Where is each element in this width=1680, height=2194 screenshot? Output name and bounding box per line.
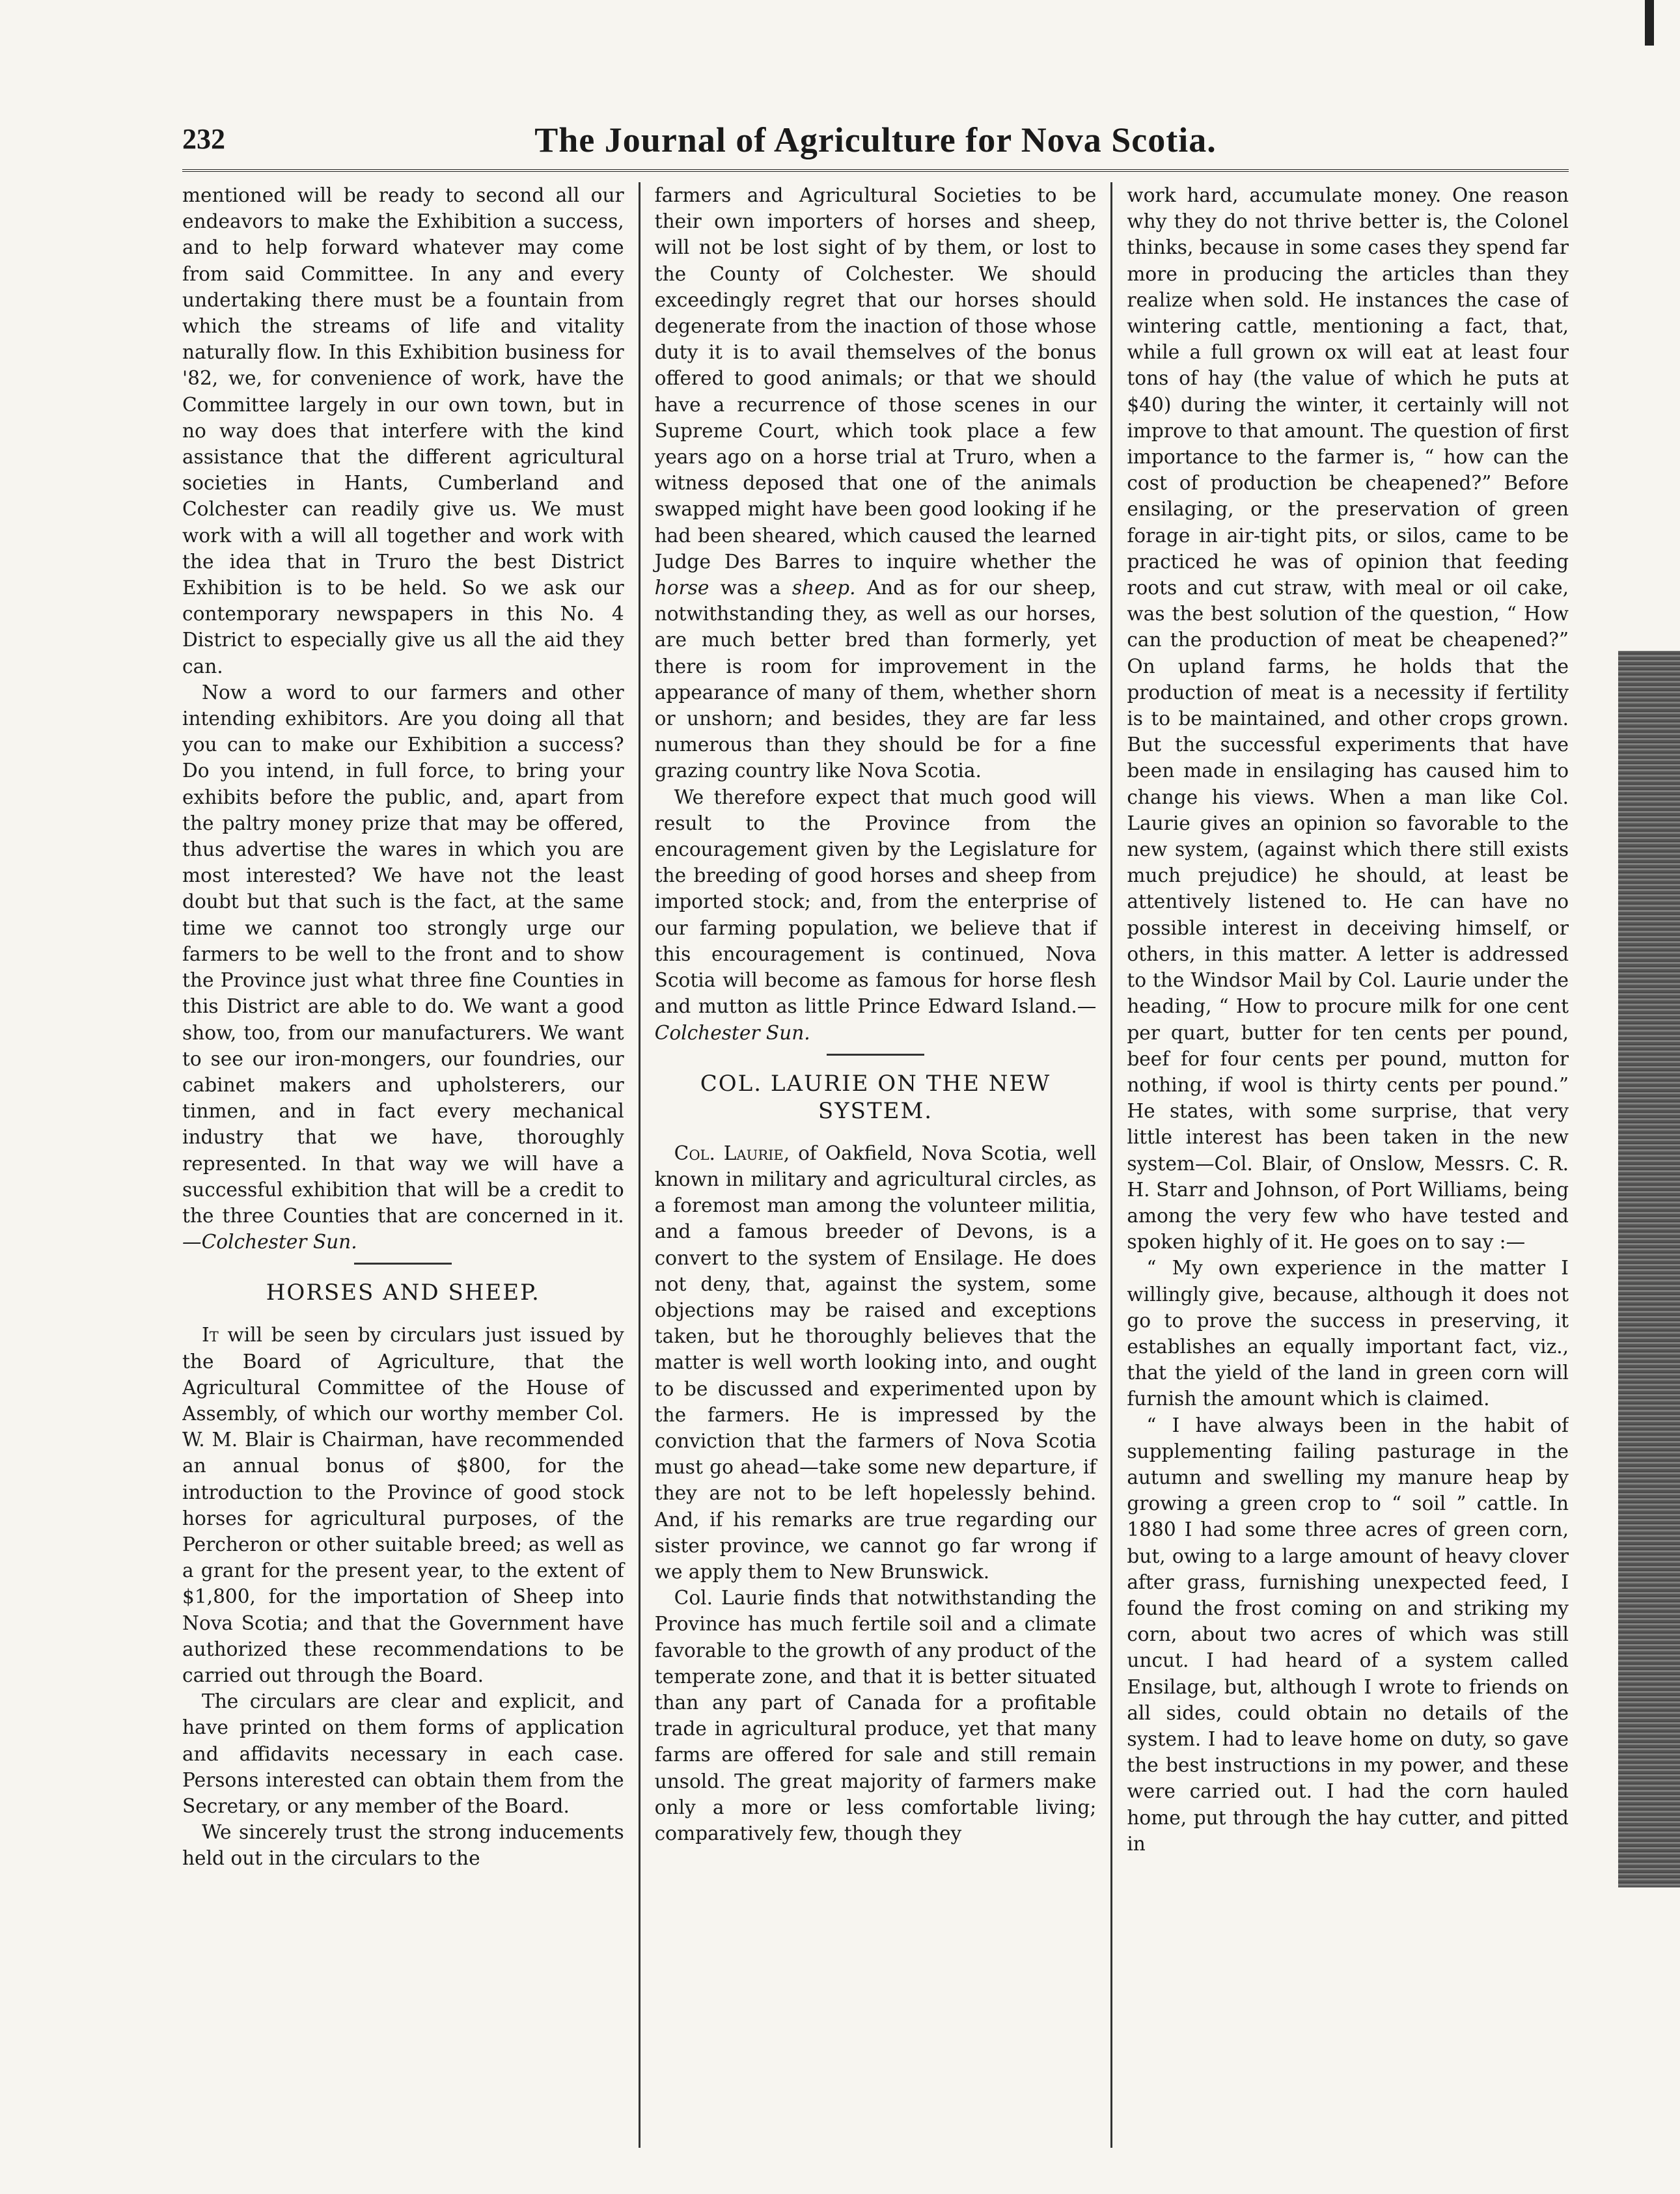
paragraph: mentioned will be ready to second all our endeavors to make the Exhibition a success, and to help forward whatever may come from said Committee. In any and every undertaking there must be a fountain from which the streams of life and vitality naturally flow. In this Exhibition business for '82, we, for convenience of work, have the Committee largely in our own town, but in no way does that interfere with the kind assistance that the different agricultural societies in Hants, Cumberland and Colchester can readily give us. We must work with a will all together and work with the idea that in Truro the best District Exhibition is to be held. So we ask our contemporary newspapers in this No. 4 District to especially give us all the aid they can. (182, 184, 624, 678)
paragraph: Col. Laurie finds that notwithstanding the Province has much fertile soil and a climate favorable to the growth of any product of the temperate zone, and that it is better situated than any part of Canada for a profitable trade in agricultural produce, yet that many farms are offered for sale and still remain unsold. The great majority of farmers make only a more or less comfortable living; comparatively few, though they (654, 1587, 1097, 1844)
lead-word: It (202, 1324, 219, 1347)
paragraph (655, 784, 1097, 1046)
section-divider (827, 1054, 924, 1056)
page-number: 232 (182, 123, 225, 155)
source-credit: —Colchester Sun. (654, 995, 1097, 1044)
paragraph-text: farmers and Agricultural Societies to be their own importers of horses and sheep, will not be lost sight of by them, or lost to the County of Colchester. We should exceedingly regret that our horses should degenerate from the inaction of those whose duty it is to avail themselves of the bonus offered to good animals; or that we should have a recurrence of those scenes in our Supreme Court, which took place a few years ago on a horse trial at Truro, when a witness deposed that one of the animals swapped might have been good looking if he had been sheared, which caused the learned Judge Des Barres to inquire whether the (654, 184, 1097, 573)
paragraph-text: We therefore expect that much good will result to the Province from the encouragement given by the Legislature for the breeding of good horses and sheep from imported stock; and, from the enterprise of our farming population, we believe that if this encouragement is continued, Nova Scotia will become as famous for horse flesh and mutton as little Prince Edward Island. (654, 786, 1097, 1018)
paragraph: We sincerely trust the strong inducements held out in the circulars to the (182, 1821, 624, 1870)
source-credit: —Colchester Sun. (182, 1231, 357, 1254)
paragraph-text: of Oakfield, Nova Scotia, well known in military and agricultural circles, as a foremost man among the volunteer militia, and a famous breeder of Devons, is a convert to the system of Ensilage. He does not deny, that, against the system, some objections may be raised and exceptions taken, but he thoroughly believes that the matter is well worth looking into, and ought to be discussed and experimented upon by the farmers. He is impressed by the conviction that the farmers of Nova Scotia must go ahead—take some new departure, if they are not to be left hopelessly behind. And, if his remarks are true regarding our sister province, we cannot go far wrong if we apply them to New Brunswick. (654, 1142, 1097, 1583)
paragraph (182, 1322, 624, 1688)
newspaper-page (182, 117, 1569, 2148)
paragraph (655, 1140, 1097, 1585)
column-1 (182, 182, 639, 2148)
paragraph-text: And as for our sheep, notwithstanding they, as well as our horses, are much better bred than formerly, yet there is room for improvement in the appearance of many of them, whether shorn or unshorn; and besides, they are far less numerous than they should be for a fine grazing country like Nova Scotia. (654, 577, 1097, 782)
paragraph (182, 679, 624, 1255)
column-2 (639, 182, 1111, 2148)
article-columns (182, 182, 1569, 2148)
paragraph: work hard, accumulate money. One reason why they do not thrive better is, the Colonel thinks, because in some cases they spend far more in producing the articles than they realize when sold. He instances the case of wintering cattle, mentioning a fact, that, while a full grown ox will eat at least four tons of hay (the value of which he puts at $40) during the winter, it certainly will not improve to that amount. The question of first importance to the farmer is, “ how can the cost of production be cheapened?” Before ensilaging, or the preservation of green forage in air-tight pits, or silos, came to be practiced he was of opinion that feeding roots and cut straw, with meal or oil cake, was the best solution of the question, “ How can the production of meat be cheapened?” On upland farms, he holds that the production of meat is a necessity if fertility is to be maintained, and other crops grown. But the successful experiments that have been made in ensilaging has caused him to change his views. When a man like Col. Laurie gives an opinion so favorable to the new system, (against which there still exists much prejudice) he should, at least be attentively listened to. He can have no possible interest in deceiving himself, or others, in this matter. A letter is addressed to the Windsor Mail by Col. Laurie under the heading, “ How to procure milk for one cent per quart, butter for ten cents per pound, beef for four cents per pound, mutton for nothing, if wool is thirty cents per pound.” He states, with some surprise, that very little interest has been taken in the new system—Col. Blair, of Onslow, Messrs. C. R. H. Starr and Johnson, of Port Williams, being among the very few who have tested and spoken highly of it. He goes on to say :— (1127, 184, 1569, 1254)
article-heading: COL. LAURIE ON THE NEW SYSTEM. (700, 1070, 1051, 1124)
paragraph-text: Now a word to our farmers and other intending exhibitors. Are you doing all that you can to make our Exhibition a success? Do you intend, in full force, to bring your exhibits before the public, and, apart from the paltry money prize that may be offered, thus advertise the wares in which you are most interested? We have not the least doubt but that such is the fact, at the same time we cannot too strongly urge our farmers to be well to the front and to show the Province just what three fine Counties in this District are able to do. We want a good show, too, from our manufacturers. We want to see our iron-mongers, our foundries, our cabinet makers and upholsterers, our tinmen, and in fact every mechanical industry that we have, thoroughly represented. In that way we will have a successful exhibition that will be a credit to the three Counties that are concerned in it. (182, 681, 624, 1227)
scan-corner-mark (1645, 0, 1654, 46)
section-divider (354, 1263, 452, 1265)
paragraph (655, 182, 1097, 784)
italic-word: horse (654, 577, 709, 599)
paragraph: “ My own experience in the matter I willingly give, because, although it does not go to prove the success in preserving, it establishes an equally important fact, viz., that the yield of the land in green corn will furnish the amount which is claimed. (1127, 1257, 1569, 1410)
paragraph-text: will be seen by circulars just issued by the Board of Agriculture, that the Agricultural Committee of the House of Assembly, of which our worthy member Col. W. M. Blair is Chairman, have recommended an annual bonus of $800, for the introduction to the Province of good stock horses for agricultural purposes, of the Percheron or other suitable breed; as well as a grant for the present year, to the extent of $1,800, for the importation of Sheep into Nova Scotia; and that the Government have authorized these recommendations to be carried out through the Board. (182, 1324, 624, 1686)
paragraph: The circulars are clear and explicit, and have printed on them forms of application and affidavits necessary in each case. Persons interested can obtain them from the Secretary, or any member of the Board. (182, 1690, 624, 1817)
lead-word: Col. Laurie, (674, 1142, 790, 1164)
article-heading: HORSES AND SHEEP. (266, 1280, 540, 1306)
scan-edge-shadow (1618, 651, 1680, 1887)
column-3 (1110, 182, 1569, 2148)
paragraph-text: was a (709, 577, 792, 599)
journal-title: The Journal of Agriculture for Nova Scotia. (534, 120, 1217, 159)
running-head (182, 117, 1569, 172)
italic-word: sheep. (792, 577, 856, 599)
paragraph: “ I have always been in the habit of supplementing failing pasturage in the autumn and swelling my manure heap by growing a green crop to “ soil ” cattle. In 1880 I had some three acres of green corn, but, owing to a large amount of heavy clover after grass, furnishing unexpected feed, I found the frost coming on and striking my corn, about two acres of which was still uncut. I had heard of a system called Ensilage, but, although I wrote to friends on all sides, could obtain no details of the system. I had to leave home on duty, so gave the best instructions in my power, and these were carried out. I had the corn hauled home, put through the hay cutter, and pitted in (1127, 1414, 1569, 1855)
